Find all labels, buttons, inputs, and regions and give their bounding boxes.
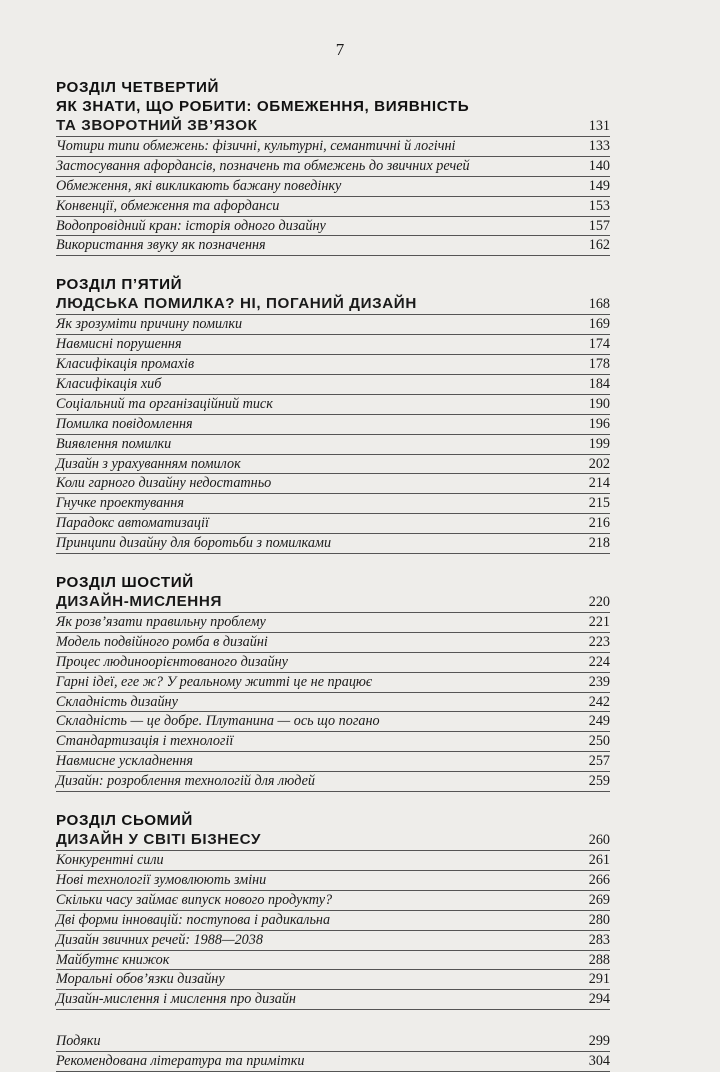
- page-ref: 140: [588, 157, 610, 174]
- entry-title: Гарні ідеї, еге ж? У реальному житті це не працює: [56, 673, 373, 690]
- toc-entry[interactable]: [56, 613, 610, 633]
- toc-entry-references[interactable]: [56, 1052, 610, 1072]
- toc-entry[interactable]: [56, 355, 610, 375]
- page-ref: 153: [588, 197, 610, 214]
- chapter-title-row[interactable]: [56, 830, 610, 851]
- section-chapter-6: [56, 573, 610, 792]
- entry-title: Дизайн з урахуванням помилок: [56, 455, 241, 472]
- end-matter: [56, 1032, 610, 1072]
- page-ref: 283: [588, 931, 610, 948]
- entry-title: Як розв’язати правильну проблему: [56, 614, 266, 631]
- toc-entry[interactable]: [56, 673, 610, 693]
- entry-title: Навмисні порушення: [56, 336, 182, 353]
- toc-entry[interactable]: [56, 514, 610, 534]
- chapter-title: ДИЗАЙН У СВІТІ БІЗНЕСУ: [56, 831, 262, 849]
- page-ref: 280: [588, 911, 610, 928]
- toc-entry[interactable]: [56, 137, 610, 157]
- entry-title: Майбутнє книжок: [56, 951, 170, 968]
- toc-entry[interactable]: [56, 911, 610, 931]
- toc-entry[interactable]: [56, 693, 610, 713]
- page-ref: 157: [588, 217, 610, 234]
- toc-entry[interactable]: [56, 752, 610, 772]
- page-ref: 218: [588, 535, 610, 552]
- page-number: 7: [335, 40, 345, 59]
- toc-entry[interactable]: [56, 455, 610, 475]
- entry-title: Дві форми інновацій: поступова і радикальна: [56, 911, 331, 928]
- entry-title: Рекомендована література та примітки: [56, 1053, 305, 1070]
- entry-title: Складність дизайну: [56, 693, 178, 710]
- page-ref: 304: [588, 1053, 610, 1070]
- page-ref: 214: [588, 475, 610, 492]
- page-ref: 260: [588, 832, 610, 849]
- chapter-title-row[interactable]: [56, 294, 610, 315]
- page-ref: 184: [588, 376, 610, 393]
- toc-entry[interactable]: [56, 633, 610, 653]
- page-ref: 220: [588, 594, 610, 611]
- page-ref: 294: [588, 991, 610, 1008]
- page-ref: 223: [588, 633, 610, 650]
- toc-entry[interactable]: [56, 653, 610, 673]
- page-ref: 174: [588, 336, 610, 353]
- page-ref: 266: [588, 871, 610, 888]
- toc-entry[interactable]: [56, 335, 610, 355]
- toc-entry[interactable]: [56, 871, 610, 891]
- toc-entry[interactable]: [56, 534, 610, 554]
- entry-title: Виявлення помилки: [56, 435, 172, 452]
- page-ref: 202: [588, 455, 610, 472]
- page-ref: 169: [588, 316, 610, 333]
- page-ref: 131: [588, 118, 610, 134]
- entry-title: Дизайн: розроблення технологій для людей: [56, 773, 315, 790]
- chapter-title-row[interactable]: [56, 116, 610, 137]
- entry-title: Парадокс автоматизації: [56, 515, 209, 532]
- toc-entry[interactable]: [56, 970, 610, 990]
- page-ref: 261: [588, 852, 610, 869]
- table-of-contents: [56, 78, 610, 1072]
- page-ref: 239: [588, 673, 610, 690]
- page-ref: 242: [588, 693, 610, 710]
- chapter-title: ТА ЗВОРОТНИЙ ЗВ’ЯЗОК: [56, 117, 258, 134]
- toc-entry[interactable]: [56, 177, 610, 197]
- entry-title: Застосування афордансів, позначень та обмежень до звичних речей: [56, 157, 470, 174]
- entry-title: Соціальний та організаційний тиск: [56, 395, 273, 412]
- page-ref: 215: [588, 495, 610, 512]
- toc-entry[interactable]: [56, 236, 610, 256]
- toc-entry[interactable]: [56, 951, 610, 971]
- toc-entry-acknowledgements[interactable]: [56, 1032, 610, 1052]
- chapter-title-row[interactable]: [56, 592, 610, 613]
- chapter-title: ЛЮДСЬКА ПОМИЛКА? НІ, ПОГАНИЙ ДИЗАЙН: [56, 295, 417, 313]
- toc-entry[interactable]: [56, 851, 610, 871]
- entry-title: Класифікація промахів: [56, 356, 195, 373]
- page-ref: 162: [588, 237, 610, 254]
- toc-entry[interactable]: [56, 197, 610, 217]
- page-ref: 259: [588, 773, 610, 790]
- page-ref: 257: [588, 753, 610, 770]
- page-ref: 190: [588, 395, 610, 412]
- toc-entry[interactable]: [56, 157, 610, 177]
- section-chapter-4: [56, 78, 610, 256]
- entry-title: Гнучке проектування: [56, 495, 184, 512]
- entry-title: Дизайн звичних речей: 1988—2038: [56, 931, 263, 948]
- section-chapter-7: [56, 811, 610, 1010]
- section-chapter-5: [56, 275, 610, 554]
- toc-entry[interactable]: [56, 931, 610, 951]
- page-ref: 288: [588, 951, 610, 968]
- entry-title: Навмисне ускладнення: [56, 753, 193, 770]
- toc-entry[interactable]: [56, 891, 610, 911]
- chapter-label: РОЗДІЛ ШОСТИЙ: [56, 574, 194, 592]
- page-ref: 133: [588, 138, 610, 154]
- page-ref: 224: [588, 653, 610, 670]
- entry-title: Стандартизація і технології: [56, 733, 234, 750]
- page-ref: 168: [588, 296, 610, 313]
- page-ref: 178: [588, 356, 610, 373]
- page-ref: 291: [588, 971, 610, 988]
- page-ref: 216: [588, 515, 610, 532]
- entry-title: Процес людиноорієнтованого дизайну: [56, 653, 288, 670]
- entry-title: Модель подвійного ромба в дизайні: [56, 633, 268, 650]
- page-ref: 196: [588, 415, 610, 432]
- entry-title: Обмеження, які викликають бажану поведінку: [56, 177, 342, 194]
- chapter-title: ДИЗАЙН-МИСЛЕННЯ: [56, 593, 222, 611]
- entry-title: Подяки: [56, 1033, 101, 1050]
- chapter-title-line: ЯК ЗНАТИ, ЩО РОБИТИ: ОБМЕЖЕННЯ, ВИЯВНІСТЬ: [56, 98, 470, 115]
- page-ref: 249: [588, 713, 610, 730]
- page-ref: 299: [588, 1033, 610, 1050]
- entry-title: Моральні обов’язки дизайну: [56, 971, 225, 988]
- entry-title: Чотири типи обмежень: фізичні, культурні, семантичні й логічні: [56, 138, 456, 154]
- toc-entry[interactable]: [56, 415, 610, 435]
- toc-entry[interactable]: [56, 732, 610, 752]
- entry-title: Складність — це добре. Плутанина — ось що погано: [56, 713, 380, 730]
- toc-entry[interactable]: [56, 375, 610, 395]
- toc-entry[interactable]: [56, 712, 610, 732]
- entry-title: Водопровідний кран: історія одного дизайну: [56, 217, 326, 234]
- entry-title: Помилка повідомлення: [56, 415, 193, 432]
- toc-entry[interactable]: [56, 315, 610, 335]
- entry-title: Скільки часу займає випуск нового продукту?: [56, 891, 333, 908]
- chapter-label: РОЗДІЛ ЧЕТВЕРТИЙ: [56, 79, 219, 96]
- toc-entry[interactable]: [56, 435, 610, 455]
- toc-entry[interactable]: [56, 772, 610, 792]
- page-ref: 250: [588, 733, 610, 750]
- chapter-label: РОЗДІЛ СЬОМИЙ: [56, 812, 193, 830]
- toc-entry[interactable]: [56, 217, 610, 237]
- entry-title: Використання звуку як позначення: [56, 237, 266, 254]
- entry-title: Дизайн-мислення і мислення про дизайн: [56, 991, 296, 1008]
- chapter-label: РОЗДІЛ П’ЯТИЙ: [56, 276, 183, 294]
- entry-title: Принципи дизайну для боротьби з помилками: [56, 535, 332, 552]
- toc-entry[interactable]: [56, 990, 610, 1010]
- page-ref: 199: [588, 435, 610, 452]
- entry-title: Конвенції, обмеження та афорданси: [56, 197, 280, 214]
- toc-entry[interactable]: [56, 474, 610, 494]
- entry-title: Коли гарного дизайну недостатньо: [56, 475, 272, 492]
- toc-entry[interactable]: [56, 395, 610, 415]
- page-ref: 149: [588, 177, 610, 194]
- page-ref: 269: [588, 891, 610, 908]
- toc-entry[interactable]: [56, 494, 610, 514]
- entry-title: Нові технології зумовлюють зміни: [56, 871, 267, 888]
- entry-title: Класифікація хиб: [56, 376, 162, 393]
- page-ref: 221: [588, 614, 610, 631]
- entry-title: Як зрозуміти причину помилки: [56, 316, 243, 333]
- entry-title: Конкурентні сили: [56, 852, 164, 869]
